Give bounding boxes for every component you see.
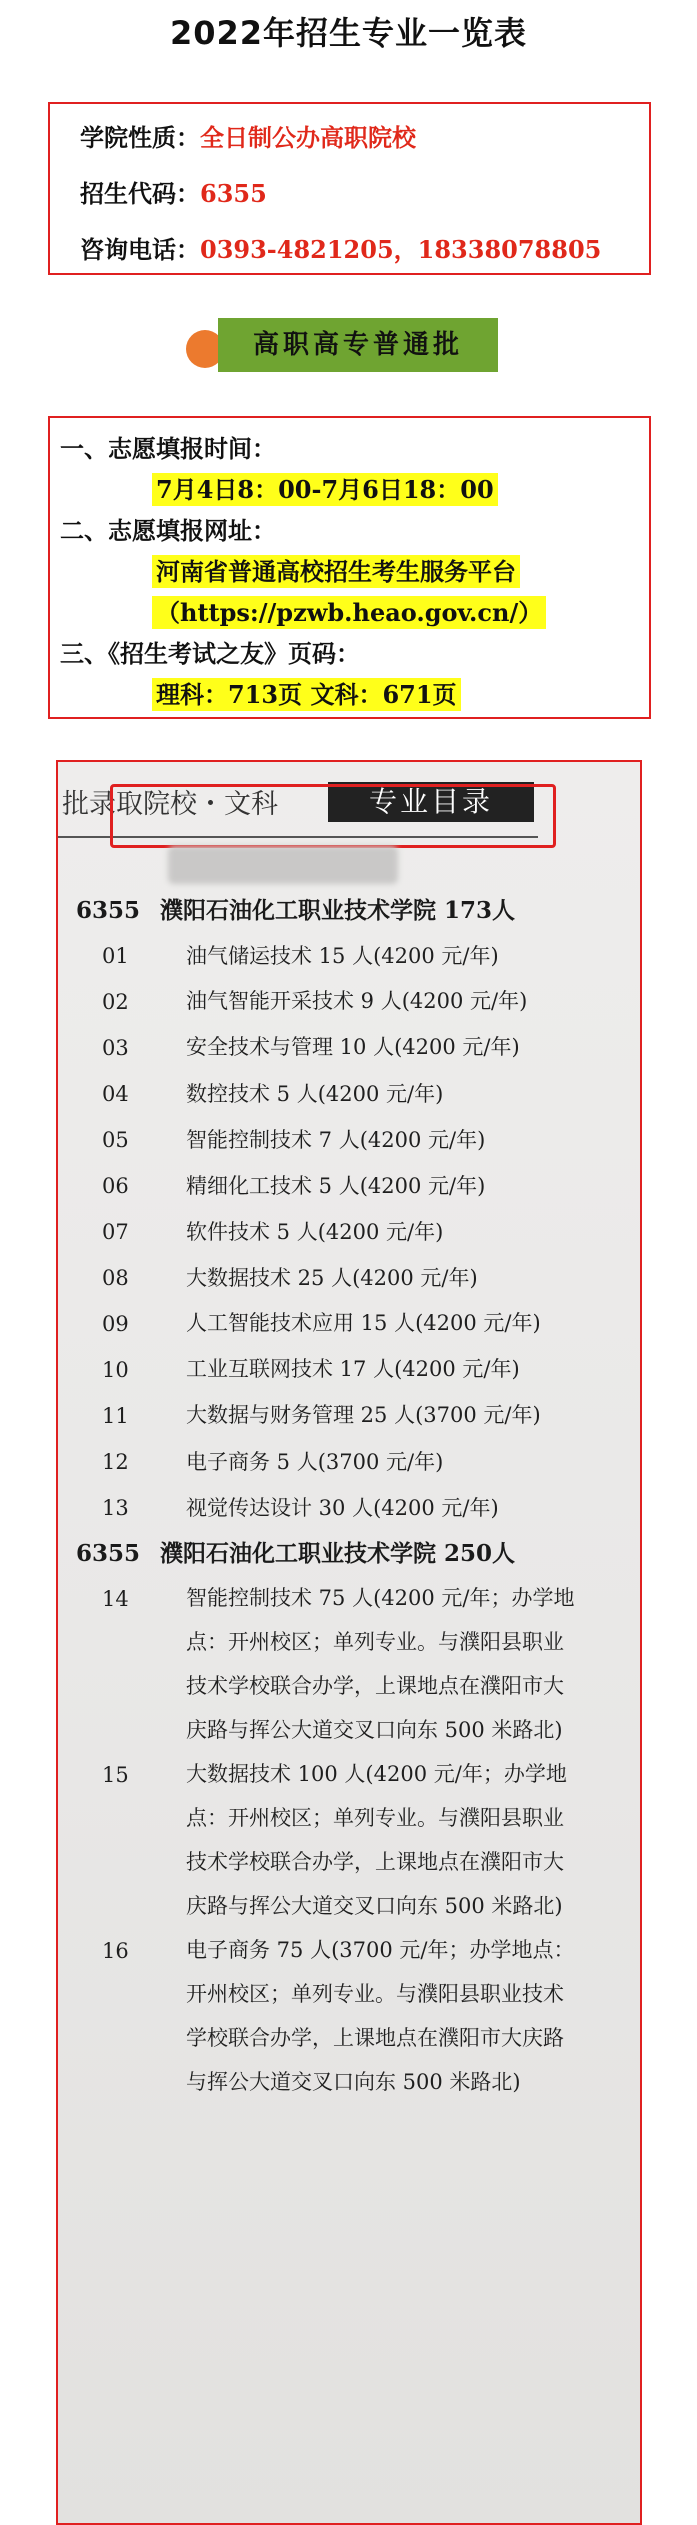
major-number: 13 (102, 1496, 129, 1520)
school-code: 6355 (76, 897, 141, 924)
notice-item-title: 三、《招生考试之友》页码： (60, 639, 360, 668)
major-number: 08 (102, 1266, 129, 1290)
major-number: 05 (102, 1128, 129, 1152)
school-code: 6355 (76, 1540, 141, 1567)
school-heading (76, 1531, 636, 1576)
major-text: 精细化工技术 5 人(4200 元/年) (186, 1174, 486, 1198)
major-number: 16 (102, 1939, 129, 1963)
notice-item-value (60, 592, 649, 633)
major-text: 安全技术与管理 10 人(4200 元/年) (186, 1035, 520, 1059)
header-left-text: 批录取院校・文科 (62, 789, 278, 820)
book-page-photo (56, 760, 642, 2525)
major-row (76, 933, 636, 979)
major-text: 软件技术 5 人(4200 元/年) (186, 1220, 444, 1244)
major-text: 大数据与财务管理 25 人(3700 元/年) (186, 1403, 541, 1427)
major-number: 15 (102, 1763, 129, 1787)
major-text: 电子商务 5 人(3700 元/年) (186, 1450, 444, 1474)
school-heading (76, 888, 636, 933)
major-number: 03 (102, 1036, 129, 1060)
major-row (76, 1393, 636, 1439)
major-number: 11 (102, 1404, 129, 1428)
school-info-box (48, 102, 651, 275)
major-row (76, 1255, 636, 1301)
major-text: 视觉传达设计 30 人(4200 元/年) (186, 1496, 499, 1520)
major-row (76, 1025, 636, 1071)
application-notice-box (48, 416, 651, 719)
major-row (76, 1163, 636, 1209)
notice-item-value (60, 551, 649, 592)
major-number: 12 (102, 1450, 129, 1474)
major-row (76, 1301, 636, 1347)
header-right-tab: 专业目录 (328, 782, 534, 822)
major-row (76, 979, 636, 1025)
blurred-text-line (168, 846, 398, 884)
major-text: 数控技术 5 人(4200 元/年) (186, 1082, 444, 1106)
major-catalog (76, 888, 636, 2104)
major-number: 14 (102, 1587, 129, 1611)
major-text: 大数据技术 100 人(4200 元/年；办学地点：开州校区；单列专业。与濮阳县职业技术学校联合办学，上课地点在濮阳市大庆路与挥公大道交叉口向东 500 米路北) (186, 1762, 567, 1918)
batch-label: 高职高专普通批 (218, 318, 498, 372)
book-page-header (58, 776, 618, 824)
highlight-text: 河南省普通高校招生考生服务平台 (152, 555, 520, 588)
major-text: 大数据技术 25 人(4200 元/年) (186, 1266, 478, 1290)
header-highlight-box (110, 784, 556, 848)
major-number: 02 (102, 990, 129, 1014)
highlight-text: （https://pzwb.heao.gov.cn/） (152, 596, 546, 629)
notice-item-value (60, 674, 649, 715)
info-label: 学院性质： (80, 123, 200, 152)
info-value: 6355 (200, 179, 267, 208)
info-line-code (80, 166, 649, 222)
info-value: 全日制公办高职院校 (200, 123, 416, 152)
major-row (76, 1752, 636, 1928)
major-number: 07 (102, 1220, 129, 1244)
major-row (76, 1485, 636, 1531)
major-row (76, 1209, 636, 1255)
major-number: 09 (102, 1312, 129, 1336)
major-number: 04 (102, 1082, 129, 1106)
info-label: 招生代码： (80, 179, 200, 208)
major-text: 工业互联网技术 17 人(4200 元/年) (186, 1357, 520, 1381)
major-number: 06 (102, 1174, 129, 1198)
major-text: 智能控制技术 75 人(4200 元/年；办学地点：开州校区；单列专业。与濮阳县职业技术学校联合办学，上课地点在濮阳市大庆路与挥公大道交叉口向东 500 米路北) (186, 1586, 575, 1742)
school-name: 濮阳石油化工职业技术学院 250人 (160, 1540, 516, 1567)
major-text: 智能控制技术 7 人(4200 元/年) (186, 1128, 486, 1152)
info-line-phone (80, 222, 649, 278)
major-row (76, 1439, 636, 1485)
info-label: 咨询电话： (80, 235, 200, 264)
school-name: 濮阳石油化工职业技术学院 173人 (160, 897, 516, 924)
info-line-nature (80, 110, 649, 166)
major-number: 10 (102, 1358, 129, 1382)
major-row (76, 1071, 636, 1117)
major-row (76, 1928, 636, 2104)
info-value: 0393-4821205，18338078805 (200, 235, 602, 264)
highlight-text: 理科：713页 文科：671页 (152, 678, 461, 711)
major-text: 油气智能开采技术 9 人(4200 元/年) (186, 989, 528, 1013)
major-text: 油气储运技术 15 人(4200 元/年) (186, 944, 499, 968)
major-row (76, 1117, 636, 1163)
major-text: 人工智能技术应用 15 人(4200 元/年) (186, 1311, 541, 1335)
major-row (76, 1347, 636, 1393)
major-text: 电子商务 75 人(3700 元/年；办学地点：开州校区；单列专业。与濮阳县职业技术学校联合办学，上课地点在濮阳市大庆路与挥公大道交叉口向东 500 米路北) (186, 1938, 575, 2094)
notice-item-title: 二、志愿填报网址： (60, 516, 276, 545)
notice-item-value (60, 469, 649, 510)
major-number: 01 (102, 944, 129, 968)
highlight-text: 7月4日8：00-7月6日18：00 (152, 473, 498, 506)
notice-item-title: 一、志愿填报时间： (60, 434, 276, 463)
page-title: 2022年招生专业一览表 (169, 14, 528, 52)
major-row (76, 1576, 636, 1752)
